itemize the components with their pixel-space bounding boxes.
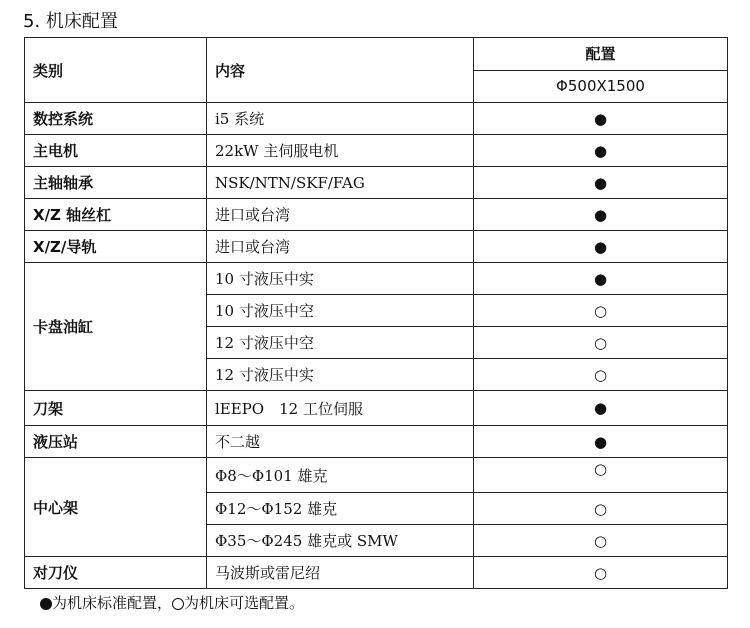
content-cell: Φ12～Φ152 雄克 xyxy=(207,493,474,525)
mark-cell: ○ xyxy=(474,458,728,493)
header-row xyxy=(25,38,728,71)
empty-circle-icon xyxy=(172,598,184,610)
table-row xyxy=(25,557,728,589)
table-row xyxy=(25,263,728,295)
content-cell: Φ35～Φ245 雄克或 SMW xyxy=(207,525,474,557)
mark-cell: ● xyxy=(474,199,728,231)
content-cell: Φ8～Φ101 雄克 xyxy=(207,458,474,493)
legend-note xyxy=(40,592,304,614)
content-cell: 10 寸液压中实 xyxy=(207,263,474,295)
header-content: 内容 xyxy=(207,38,474,103)
content-cell: 12 寸液压中实 xyxy=(207,359,474,391)
table-row xyxy=(25,458,728,493)
category-cell: X/Z/导轨 xyxy=(25,231,207,263)
category-cell: 液压站 xyxy=(25,426,207,458)
category-cell: 卡盘油缸 xyxy=(25,263,207,391)
mark-cell: ● xyxy=(474,167,728,199)
mark-cell: ● xyxy=(474,426,728,458)
mark-cell: ● xyxy=(474,103,728,135)
mark-cell: ○ xyxy=(474,359,728,391)
standard-config-text: 为机床标准配置， xyxy=(52,594,173,612)
category-cell: 对刀仪 xyxy=(25,557,207,589)
mark-cell: ● xyxy=(474,231,728,263)
content-cell: 马波斯或雷尼绍 xyxy=(207,557,474,589)
table-row xyxy=(25,391,728,426)
table-row xyxy=(25,199,728,231)
content-cell: lEEPO 12 工位伺服 xyxy=(207,391,474,426)
optional-config-text: 为机床可选配置。 xyxy=(184,594,305,612)
table-row xyxy=(25,426,728,458)
category-cell: X/Z 轴丝杠 xyxy=(25,199,207,231)
category-cell: 中心架 xyxy=(25,458,207,557)
content-cell: 不二越 xyxy=(207,426,474,458)
filled-circle-icon xyxy=(40,598,52,610)
mark-cell: ● xyxy=(474,135,728,167)
content-cell: 10 寸液压中空 xyxy=(207,295,474,327)
category-cell: 主轴轴承 xyxy=(25,167,207,199)
content-cell: 12 寸液压中空 xyxy=(207,327,474,359)
category-cell: 主电机 xyxy=(25,135,207,167)
mark-cell: ○ xyxy=(474,295,728,327)
mark-cell: ○ xyxy=(474,327,728,359)
table-row xyxy=(25,231,728,263)
category-cell: 刀架 xyxy=(25,391,207,426)
mark-cell: ○ xyxy=(474,557,728,589)
mark-cell: ● xyxy=(474,263,728,295)
content-cell: 22kW 主伺服电机 xyxy=(207,135,474,167)
header-category: 类别 xyxy=(25,38,207,103)
table-row xyxy=(25,167,728,199)
section-title: 5. 机床配置 xyxy=(23,11,118,32)
mark-cell: ○ xyxy=(474,525,728,557)
content-cell: NSK/NTN/SKF/FAG xyxy=(207,167,474,199)
mark-cell: ○ xyxy=(474,493,728,525)
mark-cell: ● xyxy=(474,391,728,426)
content-cell: 进口或台湾 xyxy=(207,231,474,263)
header-config: 配置 xyxy=(474,38,728,71)
table-row xyxy=(25,103,728,135)
table-row xyxy=(25,135,728,167)
category-cell: 数控系统 xyxy=(25,103,207,135)
header-model: Φ500X1500 xyxy=(474,70,728,103)
config-table xyxy=(24,37,728,589)
content-cell: i5 系统 xyxy=(207,103,474,135)
content-cell: 进口或台湾 xyxy=(207,199,474,231)
